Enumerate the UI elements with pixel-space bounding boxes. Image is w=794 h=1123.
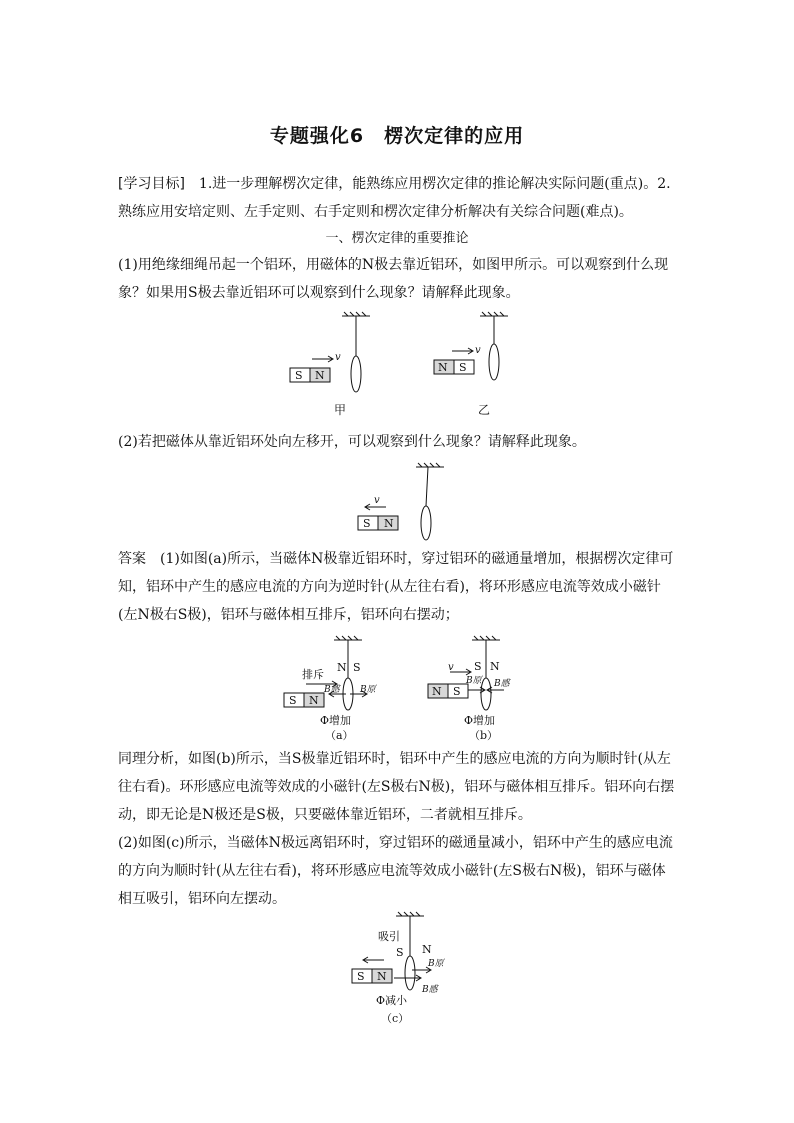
magnet-pole-left: S [295, 369, 303, 382]
magnet-pole-right: S [459, 361, 467, 374]
figure-a [280, 634, 390, 744]
velocity-v: v [335, 352, 341, 363]
ring-pole-left: N [337, 661, 347, 674]
figure-label-yi: 乙 [478, 403, 491, 417]
magnet-pole-right: N [315, 369, 325, 382]
velocity-v: v [374, 495, 380, 506]
page-title: 专题强化6 楞次定律的应用 [269, 125, 525, 147]
flux-label: Φ减小 [376, 994, 408, 1007]
answer-paragraph-1 [118, 545, 678, 629]
b-original-label: B原 [360, 685, 376, 695]
caption-c: （c） [381, 1012, 410, 1025]
b-induced-label: B感 [494, 679, 510, 689]
ring-pole-left: S [474, 660, 482, 673]
answer-paragraph-3: (2)如图(c)所示，当磁体N极远离铝环时，穿过铝环的磁通量减小，铝环中产生的感应电流的方向为顺时针(从左往右看)，将环形感应电流等效成小磁针(左S极右N极)，铝环与磁体相互吸引，铝环向左摆动。 [118, 835, 673, 907]
flux-label: Φ增加 [464, 714, 496, 727]
answer-paragraph-2: 同理分析，如图(b)所示，当S极靠近铝环时，铝环中产生的感应电流的方向为顺时针(从左往右看)。环形感应电流等效成的小磁针(左S极右N极)，铝环与磁体相互排斥。铝环向右摆动，即无论是N极还是S极，只要磁体靠近铝环，二者就相互排斥。 [118, 751, 675, 823]
magnet-pole-right: S [453, 685, 461, 698]
magnet-pole-left: S [357, 970, 365, 983]
b-original-label: B原 [428, 959, 444, 969]
goals-label: [学习目标] [118, 176, 185, 192]
ring-pole-right: S [353, 661, 361, 674]
figure-yi [424, 308, 524, 417]
learning-goals [118, 170, 678, 226]
ring-pole-left: S [396, 946, 404, 959]
figure-b [424, 634, 534, 744]
magnet-pole-left: S [363, 517, 371, 530]
figure-c [344, 910, 454, 1028]
caption-a: （a） [325, 729, 354, 742]
ring-pole-right: N [490, 660, 500, 673]
section-title: 一、楞次定律的重要推论 [325, 231, 469, 246]
question-2: (2)若把磁体从靠近铝环处向左移开，可以观察到什么现象？请解释此现象。 [118, 434, 586, 450]
velocity-v: v [475, 345, 481, 356]
magnet-pole-right: N [384, 517, 394, 530]
figure-q2 [350, 462, 450, 542]
answer-text-1: (1)如图(a)所示，当磁体N极靠近铝环时，穿过铝环的磁通量增加，根据楞次定律可知，铝环中产生的感应电流的方向为逆时针(从左往右看)，将环形感应电流等效成小磁针(左N极右S极)，铝环与磁体相互排斥，铝环向右摆动； [118, 551, 674, 623]
figure-label-jia: 甲 [334, 403, 347, 417]
magnet-pole-left: S [289, 694, 297, 707]
answer-label: 答案 [118, 551, 146, 567]
velocity-v: v [448, 662, 454, 673]
magnet-pole-left: N [438, 361, 448, 374]
b-induced-label: B感 [324, 685, 340, 695]
b-induced-label: B感 [422, 985, 438, 995]
magnet-pole-right: N [377, 970, 387, 983]
b-original-label: B原 [466, 676, 482, 686]
magnet-pole-left: N [432, 685, 442, 698]
ring-pole-right: N [422, 943, 432, 956]
caption-b: （b） [469, 729, 499, 742]
force-label: 吸引 [378, 930, 400, 943]
figure-jia [280, 308, 380, 417]
question-1: (1)用绝缘细绳吊起一个铝环，用磁体的N极去靠近铝环，如图甲所示。可以观察到什么现象？如果用S极去靠近铝环可以观察到什么现象？请解释此现象。 [118, 257, 669, 301]
flux-label: Φ增加 [320, 714, 352, 727]
force-label: 排斥 [302, 668, 324, 681]
goals-text: 1.进一步理解楞次定律，能熟练应用楞次定律的推论解决实际问题(重点)。2.熟练应用安培定则、左手定则、右手定则和楞次定律分析解决有关综合问题(难点)。 [118, 176, 671, 220]
magnet-pole-right: N [309, 694, 319, 707]
